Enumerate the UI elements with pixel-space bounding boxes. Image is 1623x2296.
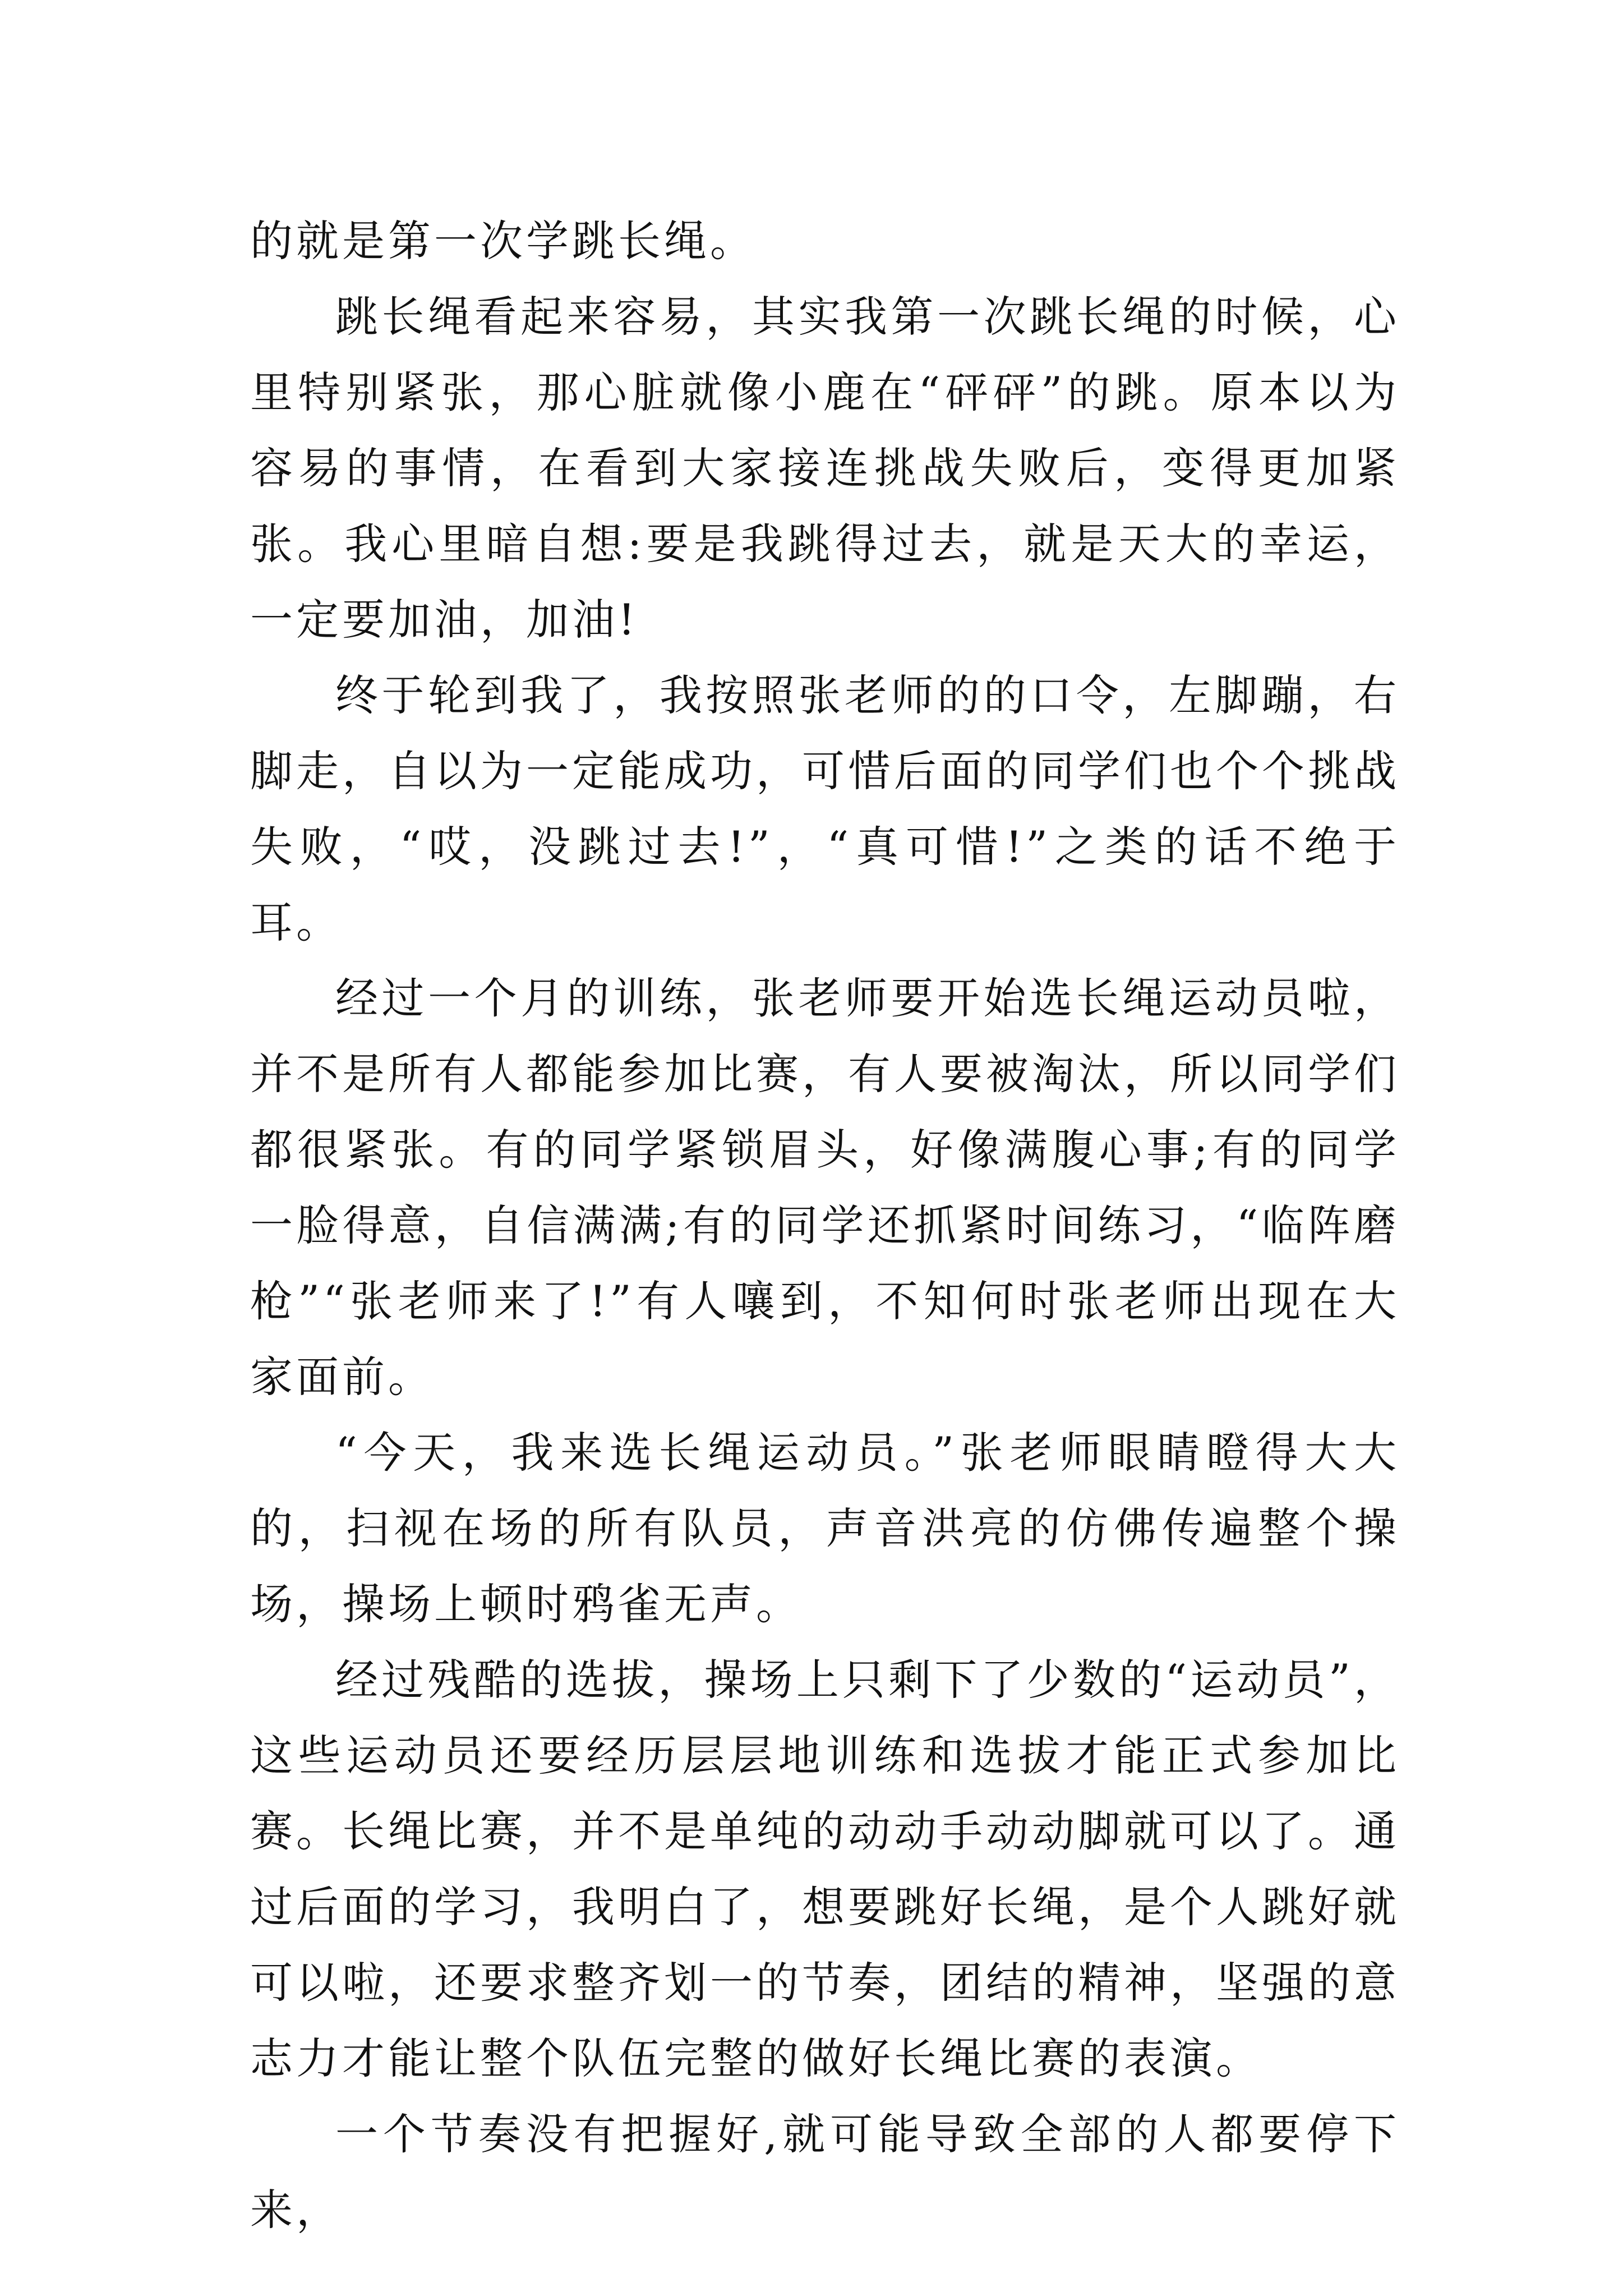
paragraph-7: 一个节奏没有把握好,就可能导致全部的人都要停下来， (250, 2109, 1400, 2235)
paragraph-3: 终于轮到我了，我按照张老师的的口令，左脚蹦，右脚走，自以为一定能成功，可惜后面的同学们也个个挑战失败，“哎，没跳过去!”，“真可惜!”之类的话不绝于耳。 (250, 670, 1400, 947)
paragraph-6: 经过残酷的选拔，操场上只剩下了少数的“运动员”，这些运动员还要经历层层地训练和选拔才能正式参加比赛。长绳比赛，并不是单纯的动动手动动脚就可以了。通过后面的学习，我明白了，想要跳好长绳，是个人跳好就可以啦，还要求整齐划一的节奏，团结的精神，坚强的意志力才能让整个队伍完整的做好长绳比赛的表演。 (250, 1655, 1400, 2083)
paragraph-1: 的就是第一次学跳长绳。 (250, 216, 756, 266)
paragraph-2: 跳长绳看起来容易，其实我第一次跳长绳的时候，心里特别紧张，那心脏就像小鹿在“砰砰”的跳。原本以为容易的事情，在看到大家接连挑战失败后，变得更加紧张。我心里暗自想:要是我跳得过去，就是天大的幸运，一定要加油，加油! (250, 292, 1400, 645)
paragraph-4: 经过一个月的训练，张老师要开始选长绳运动员啦，并不是所有人都能参加比赛，有人要被淘汰，所以同学们都很紧张。有的同学紧锁眉头，好像满腹心事;有的同学一脸得意，自信满满;有的同学还抓紧时间练习，“临阵磨枪”“张老师来了!”有人嚷到，不知何时张老师出现在大家面前。 (250, 973, 1400, 1402)
paragraph-5: “今天，我来选长绳运动员。”张老师眼睛瞪得大大的，扫视在场的所有队员，声音洪亮的仿佛传遍整个操场，操场上顿时鸦雀无声。 (250, 1428, 1400, 1629)
body-text (250, 203, 1400, 2248)
